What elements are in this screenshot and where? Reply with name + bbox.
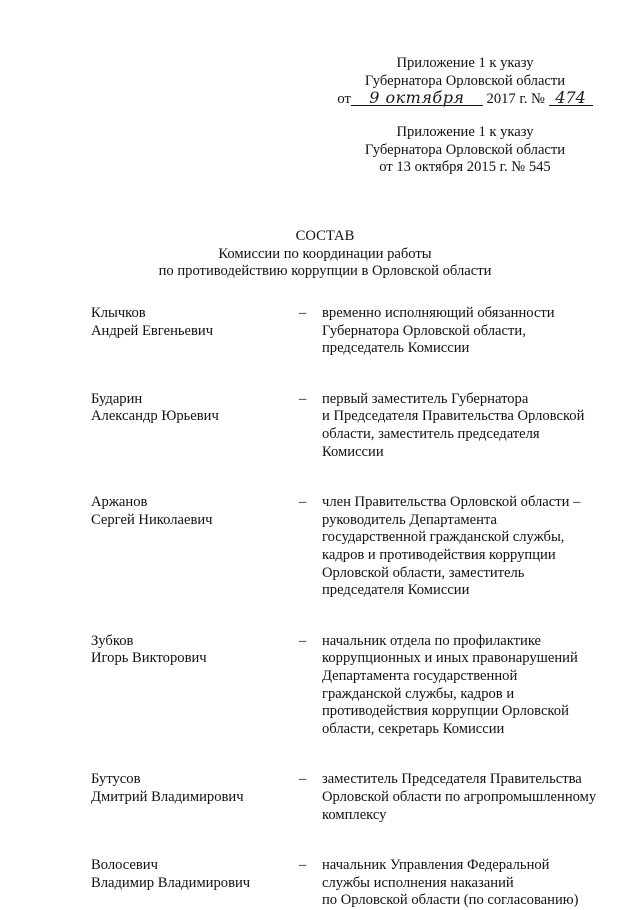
member-role-line: комплексу bbox=[322, 806, 387, 823]
member-name-line: Игорь Викторович bbox=[91, 650, 207, 667]
member-role-line: начальник отдела по профилактике bbox=[322, 632, 542, 649]
member-role-line: председателя Комиссии bbox=[322, 582, 470, 599]
member-name bbox=[91, 771, 281, 806]
member-name-line: Волосевич bbox=[91, 857, 158, 874]
appendix-current-line2: Губернатора Орловской области bbox=[364, 72, 566, 89]
member-name-line: Зубков bbox=[91, 632, 134, 649]
member-role-line: гражданской службы, кадров и bbox=[322, 685, 515, 702]
member-dash: – bbox=[299, 857, 307, 874]
appendix-previous-line1: Приложение 1 к указу bbox=[396, 124, 534, 140]
document-heading bbox=[100, 228, 550, 281]
member-role-line: противодействия коррупции Орловской bbox=[322, 703, 569, 720]
member-role-line: начальник Управления Федеральной bbox=[322, 857, 550, 874]
member-role-line: коррупционных и иных правонарушений bbox=[322, 650, 578, 667]
member-role-line: Орловской области, заместитель bbox=[322, 564, 525, 581]
member-role-line: председатель Комиссии bbox=[322, 340, 470, 357]
appendix-previous-line2: Губернатора Орловской области bbox=[364, 141, 566, 158]
member-name bbox=[91, 857, 281, 892]
member-role bbox=[322, 857, 612, 910]
member-role-line: кадров и противодействия коррупции bbox=[322, 546, 556, 563]
heading-line2: по противодействию коррупции в Орловской области bbox=[158, 263, 492, 280]
member-dash: – bbox=[299, 494, 307, 511]
date-prefix: от bbox=[337, 91, 351, 108]
member-name-line: Аржанов bbox=[91, 494, 148, 511]
member-dash: – bbox=[299, 632, 307, 649]
member-role-line: области, заместитель председателя bbox=[322, 425, 540, 442]
member-role-line: временно исполняющий обязанности bbox=[322, 305, 555, 321]
member-role-line: области, секретарь Комиссии bbox=[322, 720, 505, 737]
member-role-line: заместитель Председателя Правительства bbox=[322, 771, 582, 788]
member-role-line: руководитель Департамента bbox=[322, 511, 497, 528]
member-name-line: Бударин bbox=[91, 390, 143, 407]
member-role-line: Комиссии bbox=[322, 443, 384, 460]
year-number-label: 2017 г. № bbox=[486, 91, 545, 108]
member-role-line: Департамента государственной bbox=[322, 667, 518, 684]
member-role-line: член Правительства Орловской области – bbox=[322, 494, 581, 511]
member-name-line: Сергей Николаевич bbox=[91, 511, 213, 528]
member-dash: – bbox=[299, 771, 307, 788]
heading-line1: Комиссии по координации работы bbox=[218, 245, 432, 262]
member-name bbox=[91, 391, 281, 426]
member-dash: – bbox=[299, 390, 307, 407]
appendix-current-decree bbox=[320, 55, 610, 109]
member-name-line: Дмитрий Владимирович bbox=[91, 788, 244, 805]
member-role bbox=[322, 305, 612, 358]
appendix-previous-decree bbox=[320, 124, 610, 177]
member-name-line: Александр Юрьевич bbox=[91, 408, 219, 425]
member-role-line: по Орловской области (по согласованию) bbox=[322, 892, 579, 909]
member-role-line: Орловской области по агропромышленному bbox=[322, 788, 597, 805]
member-role bbox=[322, 633, 612, 739]
member-name bbox=[91, 633, 281, 668]
member-role-line: первый заместитель Губернатора bbox=[322, 390, 529, 407]
member-name-line: Бутусов bbox=[91, 771, 141, 788]
handwritten-date: 9 октября bbox=[351, 90, 483, 106]
member-role-line: службы исполнения наказаний bbox=[322, 874, 514, 891]
appendix-current-line1: Приложение 1 к указу bbox=[396, 55, 534, 71]
member-role bbox=[322, 771, 612, 824]
member-role bbox=[322, 391, 612, 461]
member-name bbox=[91, 305, 281, 340]
member-role bbox=[322, 494, 612, 600]
handwritten-number: 474 bbox=[549, 90, 593, 106]
member-name bbox=[91, 494, 281, 529]
heading-title: СОСТАВ bbox=[295, 228, 355, 244]
member-name-line: Клычков bbox=[91, 305, 146, 321]
member-role-line: государственной гражданской службы, bbox=[322, 529, 565, 546]
appendix-current-date-line bbox=[320, 90, 610, 109]
member-name-line: Владимир Владимирович bbox=[91, 874, 251, 891]
member-role-line: Губернатора Орловской области, bbox=[322, 322, 526, 339]
member-name-line: Андрей Евгеньевич bbox=[91, 322, 214, 339]
member-dash: – bbox=[299, 305, 307, 321]
member-role-line: и Председателя Правительства Орловской bbox=[322, 408, 585, 425]
appendix-previous-line3: от 13 октября 2015 г. № 545 bbox=[379, 159, 551, 176]
